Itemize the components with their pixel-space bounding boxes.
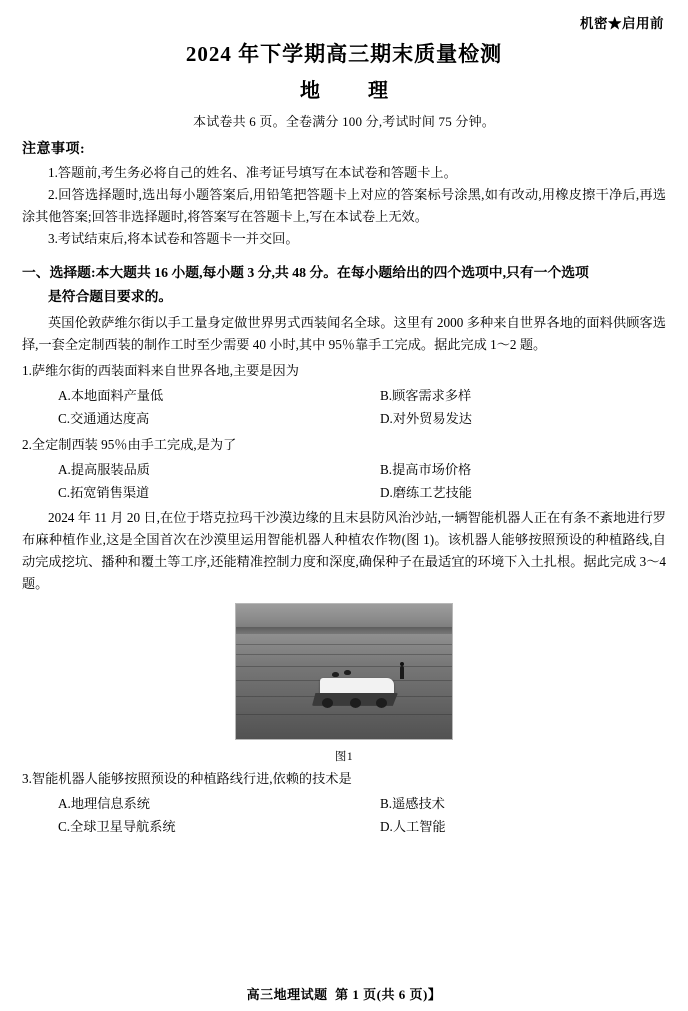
question-1-options (22, 384, 666, 430)
option-d[interactable]: D.对外贸易发达 (380, 411, 472, 426)
photo-horizon (236, 627, 452, 634)
page-footer (0, 982, 688, 1005)
option-a[interactable]: A.本地面料产量低 (58, 387, 164, 403)
section-one-heading (22, 262, 666, 284)
passage-one: 英国伦敦萨维尔街以手工量身定做世界男式西装闻名全球。这里有 2000 多种来自世界各地的面料供顾客选择,一套全定制西装的制作工时至少需要 40 小时,其中 95％靠手工完成。据此完成 1～2 题。 (22, 315, 666, 353)
option-d[interactable]: D.人工智能 (380, 818, 446, 834)
option-c[interactable]: C.全球卫星导航系统 (58, 818, 176, 834)
question-3-options (22, 792, 666, 838)
bird-icon (344, 670, 351, 675)
robot-wheel (376, 698, 387, 708)
notice-item: 3.考试结束后,将本试卷和答题卡一并交回。 (48, 231, 299, 247)
person-figure (400, 666, 404, 679)
notice-item: 2.回答选择题时,选出每小题答案后,用铅笔把答题卡上对应的答案标号涂黑,如有改动,用橡皮擦干净后,再选涂其他答案;回答非选择题时,将答案写在答题卡上,写在本试卷上无效。 (22, 187, 666, 224)
question-3-stem: 3.智能机器人能够按照预设的种植路线行进,依赖的技术是 (22, 770, 352, 786)
option-a[interactable]: A.提高服装品质 (58, 462, 150, 477)
option-c[interactable]: C.交通通达度高 (58, 411, 150, 426)
page-title: 2024 年下学期高三期末质量检测 (185, 42, 503, 66)
footer-page-number: 第 1 页(共 6 页)】 (335, 987, 442, 1002)
question-2-stem: 2.全定制西装 95％由手工完成,是为了 (22, 437, 237, 453)
robot-wheel (350, 698, 361, 708)
subject-title: 地 理 (300, 80, 402, 102)
section-one-desc-cont: 是符合题目要求的。 (48, 288, 173, 304)
option-c[interactable]: C.拓宽销售渠道 (58, 485, 150, 501)
section-one-desc: 本大题共 16 小题,每小题 3 分,共 48 分。在每小题给出的四个选项中,只有一个选项 (95, 264, 589, 280)
figure-1 (22, 603, 666, 764)
passage-two: 2024 年 11 月 20 日,在位于塔克拉玛干沙漠边缘的且末县防风治沙站,一辆智能机器人正在有条不紊地进行罗布麻种植作业,这是全国首次在沙漠里运用智能机器人种植农作物(图 1)。该机器人能够按照预设的种植路线,自动完成挖坑、播种和覆土等工序,还能精准控制力度和深度,确保种子在最适宜的环境下入土扎根。据此完成 3～4 题。 (22, 510, 666, 591)
question-1-stem: 1.萨维尔街的西装面料来自世界各地,主要是因为 (22, 363, 299, 378)
robot-wheel (322, 698, 333, 708)
option-d[interactable]: D.磨练工艺技能 (380, 485, 472, 501)
robot-body (320, 678, 394, 695)
option-b[interactable]: B.遥感技术 (380, 795, 445, 811)
secret-notice: 机密★启用前 (580, 16, 664, 31)
exam-info: 本试卷共 6 页。全卷满分 100 分,考试时间 75 分钟。 (193, 114, 495, 129)
desert-robot-photo (235, 603, 453, 740)
option-a[interactable]: A.地理信息系统 (58, 795, 150, 811)
section-one-label: 一、选择题: (22, 264, 96, 280)
robot-machine (312, 678, 398, 708)
notice-heading: 注意事项: (22, 142, 86, 157)
option-b[interactable]: B.提高市场价格 (380, 462, 472, 477)
bird-icon (332, 672, 339, 677)
footer-subject: 高三地理试题 (246, 987, 328, 1002)
option-b[interactable]: B.顾客需求多样 (380, 387, 472, 403)
footer-inner (247, 982, 442, 1005)
figure-caption: 图1 (334, 750, 354, 763)
question-2-options (22, 458, 666, 504)
notice-item: 1.答题前,考生务必将自己的姓名、准考证号填写在本试卷和答题卡上。 (48, 165, 457, 180)
